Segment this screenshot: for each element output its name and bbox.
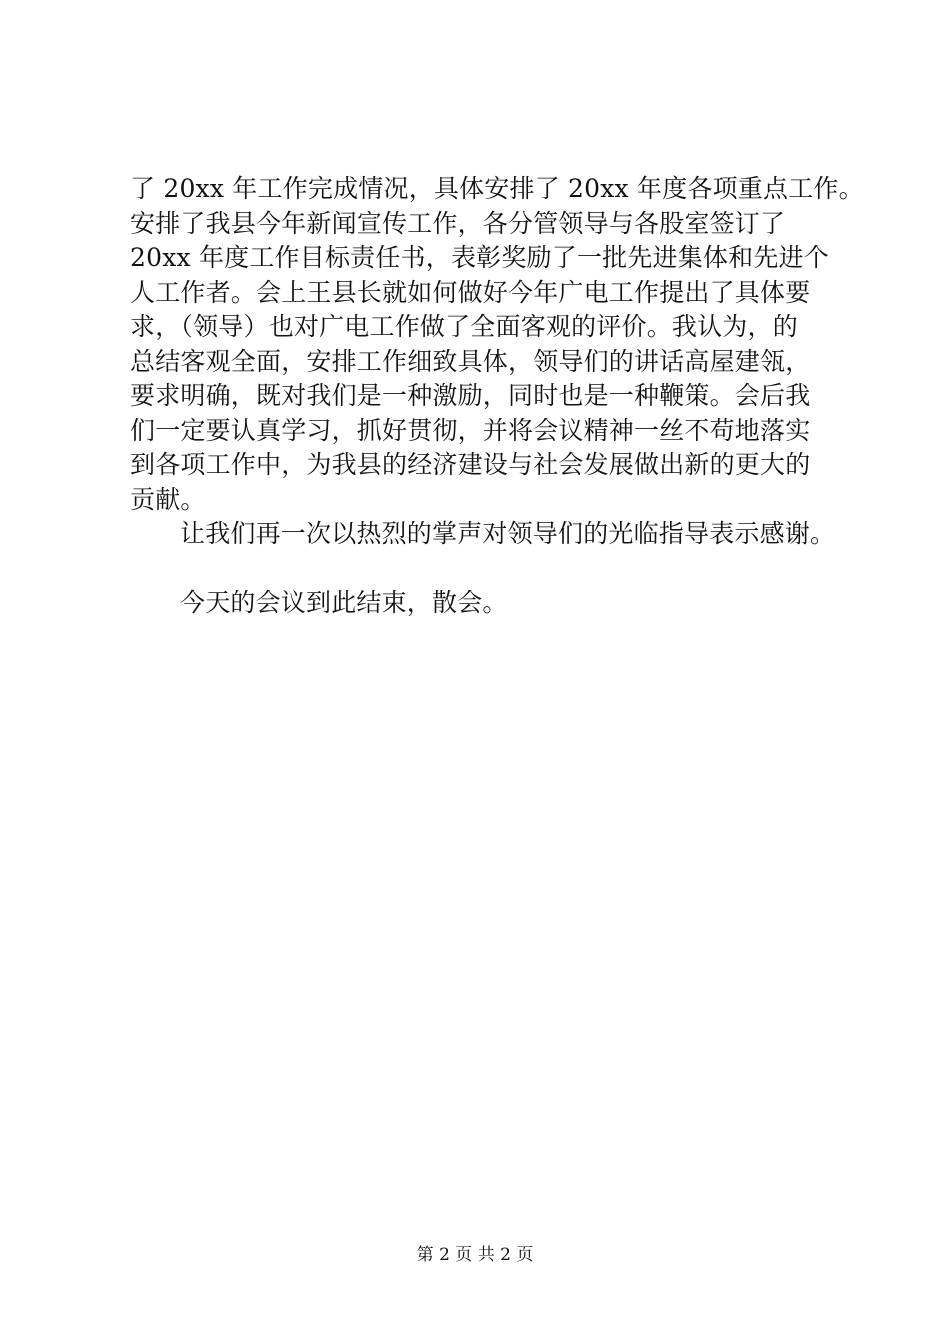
paragraph-line: 贡献。 — [130, 484, 206, 514]
paragraph-line: 总结客观全面，安排工作细致具体，领导们的讲话高屋建瓴， — [130, 346, 811, 376]
closing-paragraph: 今天的会议到此结束，散会。 — [180, 588, 508, 617]
thanks-paragraph: 让我们再一次以热烈的掌声对领导们的光临指导表示感谢。 — [180, 519, 836, 548]
page-footer: 第 2 页 共 2 页 — [416, 1245, 534, 1265]
paragraph-line: 求，（领导）也对广电工作做了全面客观的评价。我认为，的 — [130, 312, 798, 341]
paragraph-line: 20xx 年度工作目标责任书，表彰奖励了一批先进集体和先进个 — [130, 243, 829, 272]
paragraph-line: 安排了我县今年新闻宣传工作，各分管领导与各股室签订了 — [130, 208, 786, 238]
paragraph-spacer — [130, 552, 840, 587]
paragraph-line: 人工作者。会上王县长就如何做好今年广电工作提出了具体要 — [130, 277, 811, 307]
paragraph-line: 到各项工作中，为我县的经济建设与社会发展做出新的更大的 — [130, 450, 811, 479]
paragraph-line: 们一定要认真学习，抓好贯彻，并将会议精神一丝不苟地落实 — [130, 415, 811, 445]
paragraph-line: 要求明确，既对我们是一种激励，同时也是一种鞭策。会后我 — [130, 381, 811, 410]
paragraph-line: 了 20xx 年工作完成情况，具体安排了 20xx 年度各项重点工作。 — [130, 174, 864, 203]
document-body — [130, 172, 864, 621]
